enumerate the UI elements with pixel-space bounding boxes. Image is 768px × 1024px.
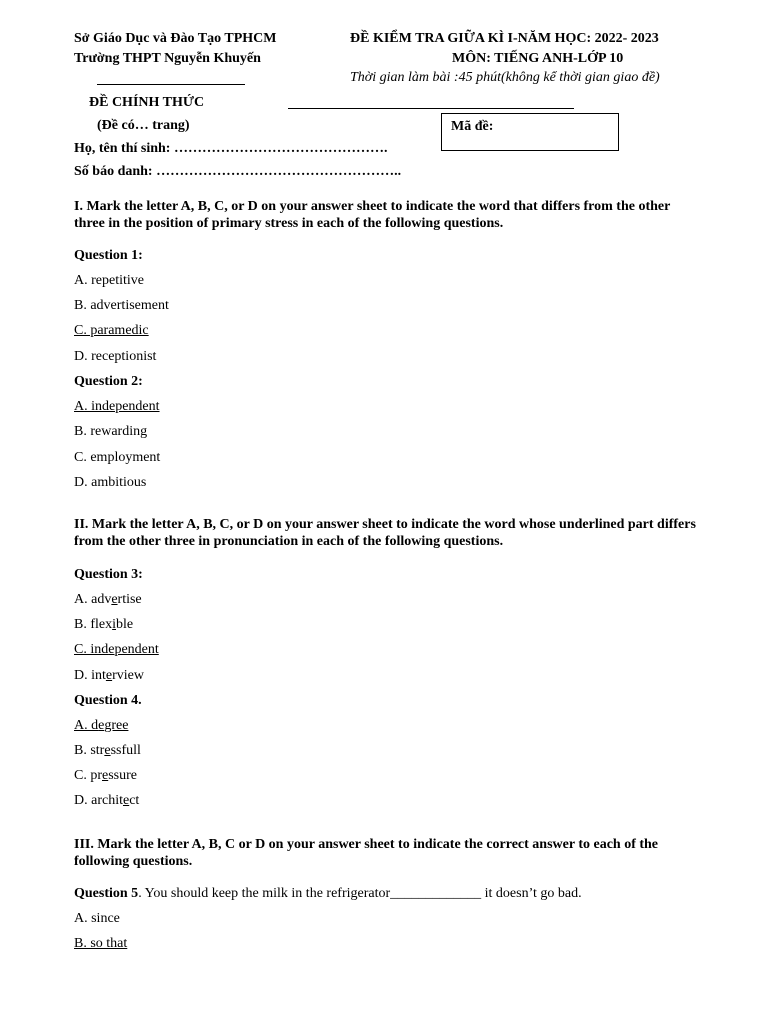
- q3-option-d: [74, 668, 144, 684]
- option-suffix: ct: [129, 793, 140, 808]
- option-prefix: D. int: [74, 668, 106, 683]
- option-suffix: rtise: [117, 592, 142, 607]
- question-2-label: Question 2:: [74, 374, 143, 389]
- candidate-name-line: Họ, tên thí sinh: ……………………………………….: [74, 141, 388, 156]
- section-2-heading: II. Mark the letter A, B, C, or D on your answer sheet to indicate the word whose underlined part differs from the other three in pronunciation in each of the following questions.: [74, 517, 696, 549]
- q2-option-b: B. rewarding: [74, 424, 148, 439]
- option-suffix: ble: [116, 617, 134, 632]
- q1-option-c: C. paramedic: [74, 323, 149, 338]
- question-5-label: Question 5: [74, 886, 139, 901]
- time-note: Thời gian làm bài :45 phút(không kể thời gian giao đề): [350, 70, 660, 85]
- underlined-letters: e: [108, 642, 115, 657]
- question-1-label: Question 1:: [74, 248, 143, 263]
- section-1-heading: I. Mark the letter A, B, C, or D on your answer sheet to indicate the word that differs from the other three in the position of primary stress in each of the following questions.: [74, 199, 671, 231]
- underlined-letters: e: [98, 718, 105, 733]
- option-prefix: A. adv: [74, 592, 112, 607]
- question-5: [74, 886, 582, 902]
- question-3-label: Question 3:: [74, 567, 143, 582]
- option-suffix: pendent: [114, 642, 159, 657]
- subject-title: MÔN: TIẾNG ANH-LỚP 10: [452, 51, 624, 66]
- q4-option-b: [74, 743, 141, 759]
- q4-option-a: [74, 718, 128, 734]
- q3-option-c: [74, 642, 159, 658]
- department-name: Sở Giáo Dục và Đào Tạo TPHCM: [74, 31, 277, 46]
- q5-option-b: B. so that: [74, 936, 128, 951]
- option-prefix: B. flex: [74, 617, 113, 632]
- underlined-letters: e: [111, 592, 118, 607]
- option-prefix: B. str: [74, 743, 105, 758]
- q3-option-b: [74, 617, 133, 633]
- section-3-heading: III. Mark the letter A, B, C or D on your answer sheet to indicate the correct answer to each of the following questions.: [74, 837, 659, 869]
- underlined-letters: e: [104, 743, 111, 758]
- q3-option-a: [74, 592, 142, 608]
- official-rule: [288, 108, 574, 109]
- candidate-id-line: Số báo danh: ……………………………………………..: [74, 164, 402, 179]
- underlined-letters: e: [105, 668, 113, 683]
- option-suffix: ssure: [108, 768, 137, 783]
- q2-option-c: C. employment: [74, 450, 161, 465]
- option-prefix: C. pr: [74, 768, 102, 783]
- option-suffix: rview: [112, 668, 144, 683]
- exam-title: ĐỀ KIỂM TRA GIỮA KÌ I-NĂM HỌC: 2022- 2023: [350, 31, 659, 46]
- exam-code-label: Mã đề:: [451, 119, 494, 134]
- official-label: ĐỀ CHÍNH THỨC: [89, 95, 205, 110]
- exam-code-box: [441, 113, 619, 151]
- q2-option-d: D. ambitious: [74, 475, 147, 490]
- option-suffix: ssfull: [110, 743, 141, 758]
- q1-option-d: D. receptionist: [74, 349, 157, 364]
- question-4-label: Question 4.: [74, 693, 142, 708]
- option-prefix: C. ind: [74, 642, 109, 657]
- q1-option-a: A. repetitive: [74, 273, 144, 288]
- option-prefix: D. archit: [74, 793, 123, 808]
- question-5-stem: . You should keep the milk in the refrigerator_____________ it doesn’t go bad.: [138, 886, 582, 901]
- q2-option-a: A. independent: [74, 399, 160, 414]
- underlined-letters: i: [112, 617, 116, 632]
- pages-note: (Đề có… trang): [97, 118, 190, 133]
- school-name: Trường THPT Nguyễn Khuyến: [74, 51, 261, 66]
- school-underline: [97, 84, 245, 85]
- underlined-letters: e: [102, 768, 109, 783]
- option-prefix: A. d: [74, 718, 99, 733]
- q4-option-d: [74, 793, 139, 809]
- q5-option-a: A. since: [74, 911, 120, 926]
- q4-option-c: [74, 768, 137, 784]
- q1-option-b: B. advertisement: [74, 298, 169, 313]
- option-suffix: gree: [104, 718, 129, 733]
- underlined-letters: e: [122, 793, 130, 808]
